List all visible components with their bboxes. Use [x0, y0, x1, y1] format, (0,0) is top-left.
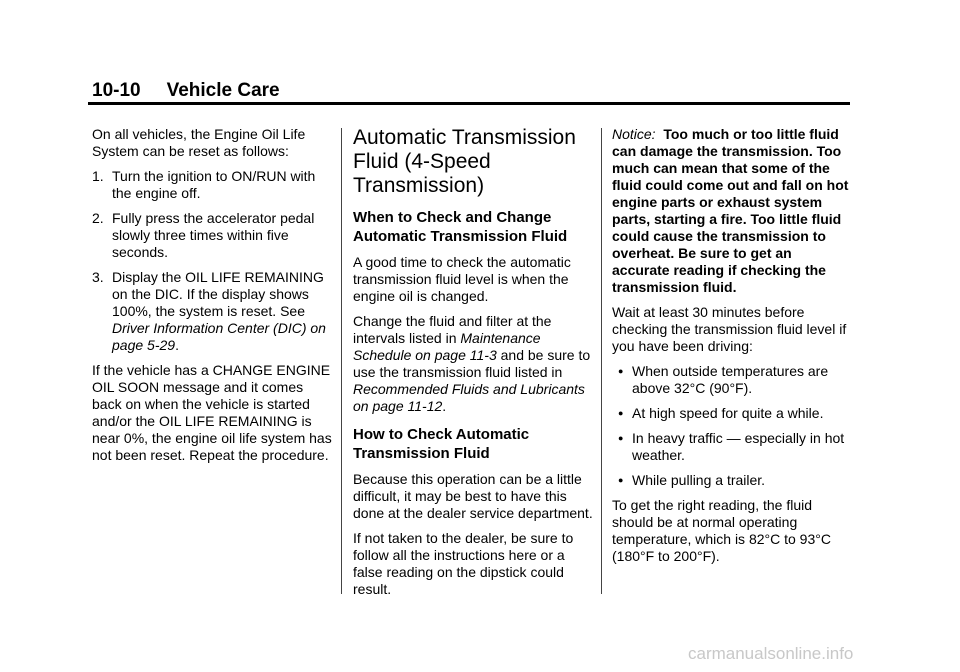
page-number: 10-10 [92, 80, 141, 101]
change-fluid-end: . [442, 398, 447, 414]
bullet-icon: ● [618, 408, 624, 418]
column-3 [612, 126, 852, 573]
reset-intro: On all vehicles, the Engine Oil Life System can be reset as follows: [92, 126, 306, 159]
instructions-paragraph: If not taken to the dealer, be sure to follow all the instructions here or a false reading on the dipstick could result. [353, 530, 574, 597]
bullet-icon: ● [618, 475, 624, 485]
dic-page-reference[interactable]: Driver Information Center (DIC) on page 5-29 [112, 320, 326, 353]
step-2 [92, 210, 332, 261]
change-fluid-paragraph [353, 313, 593, 415]
step-number: 3. [92, 269, 104, 285]
step-3 [92, 269, 332, 354]
step-1 [92, 168, 332, 202]
step-suffix: . [175, 337, 179, 353]
bullet-icon: ● [618, 433, 624, 443]
wait-paragraph: Wait at least 30 minutes before checking the transmission fluid level if you have been driving: [612, 304, 847, 354]
notice [612, 126, 852, 296]
header-rule [88, 102, 850, 105]
section-title: Vehicle Care [166, 80, 280, 101]
bullet-text: In heavy traffic — especially in hot weather. [632, 430, 845, 463]
maintenance-schedule-reference[interactable]: Maintenance Schedule on page 11-3 [353, 330, 541, 363]
check-timing-paragraph: A good time to check the automatic transmission fluid level is when the engine oil is changed. [353, 254, 571, 304]
bullet-text: At high speed for quite a while. [632, 405, 824, 421]
step-text: Display the OIL LIFE REMAINING on the DIC. If the display shows 100%, the system is reset. See [112, 269, 324, 319]
reset-outro: If the vehicle has a CHANGE ENGINE OIL SOON message and it comes back on when the vehicle is started and/or the OIL LIFE REMAINING is near 0%, the engine oil life system has not been reset. Repeat the procedure. [92, 362, 332, 463]
column-2 [353, 126, 593, 606]
column-divider-2 [601, 128, 602, 594]
step-text: Turn the ignition to ON/RUN with the engine off. [112, 168, 316, 201]
recommended-fluids-reference[interactable]: Recommended Fluids and Lubricants on page 11-12 [353, 381, 585, 414]
transmission-fluid-heading: Automatic Transmission Fluid (4-Speed Transmission) [353, 126, 576, 197]
step-text: Fully press the accelerator pedal slowly three times within five seconds. [112, 210, 315, 260]
bullet-text: While pulling a trailer. [632, 472, 766, 488]
dealer-paragraph: Because this operation can be a little difficult, it may be best to have this done at the dealer service department. [353, 471, 593, 521]
watermark: carmanualsonline.info [688, 644, 854, 663]
column-1 [92, 126, 332, 472]
bullet-item [612, 430, 852, 464]
step-number: 1. [92, 168, 104, 184]
notice-text: Too much or too little fluid can damage the transmission. Too much can mean that some of the fluid could come out and fall on hot engine parts or exhaust system parts, starting a fire. Too little fluid could cause the transmission to overheat. Be sure to get an accurate reading if checking the transmission fluid. [612, 126, 849, 295]
page-header [92, 80, 280, 102]
when-to-check-heading: When to Check and Change Automatic Transmission Fluid [353, 209, 568, 245]
notice-label: Notice: [612, 126, 656, 142]
how-to-check-heading: How to Check Automatic Transmission Fluid [353, 426, 530, 462]
bullet-item [612, 472, 852, 489]
bullet-item [612, 405, 852, 422]
bullet-text: When outside temperatures are above 32°C (90°F). [632, 363, 829, 396]
bullet-icon: ● [618, 366, 624, 376]
bullet-item [612, 363, 852, 397]
change-fluid-text-2: and be sure to use the transmission fluid listed in [353, 347, 591, 380]
step-number: 2. [92, 210, 104, 226]
column-divider-1 [341, 128, 342, 594]
operating-temperature-paragraph: To get the right reading, the fluid should be at normal operating temperature, which is 82°C to 93°C (180°F to 200°F). [612, 497, 831, 564]
change-fluid-text: Change the fluid and filter at the intervals listed in [353, 313, 552, 346]
